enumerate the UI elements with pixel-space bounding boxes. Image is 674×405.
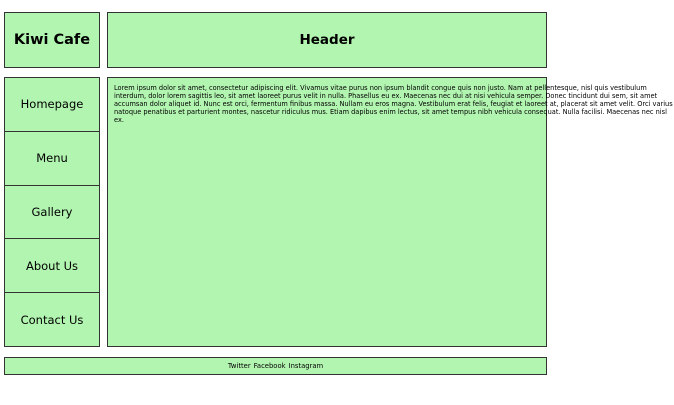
footer-link-twitter[interactable]: Twitter [227,362,251,370]
header-title: Header [299,32,355,48]
page-footer [4,357,547,375]
footer-link-facebook[interactable]: Facebook [253,362,286,370]
footer-social-links [228,362,323,370]
nav-item-gallery[interactable]: Gallery [5,186,99,240]
page-header [107,12,547,68]
site-logo-text: Kiwi Cafe [13,32,91,48]
nav-item-about-us[interactable]: About Us [5,239,99,293]
content-paragraph: Lorem ipsum dolor sit amet, consectetur adipiscing elit. Vivamus vitae purus non ipsum blandit congue quis non justo. Nam at pellentesque, nisl quis vestibulum interdum, dolor lorem sagittis leo, sit amet laoreet purus velit in nulla. Phasellus eu ex. Maecenas nec dui at nisi vehicula semper. Donec tincidunt dui sem, sit amet accumsan dolor aliquet id. Nunc est orci, fermentum finibus massa. Nullam eu eros magna. Vestibulum erat felis, feugiat et laoreet at, placerat sit amet velit. Orci varius natoque penatibus et parturient montes, nascetur ridiculus mus. Etiam dapibus enim lectus, sit amet tempus nibh vehicula consequat. Nulla facilisi. Maecenas nec nisl ex. [114,84,673,124]
footer-link-instagram[interactable]: Instagram [288,362,324,370]
main-content [107,77,673,347]
nav-item-homepage[interactable]: Homepage [5,78,99,132]
sidebar-nav [4,77,100,347]
nav-item-menu[interactable]: Menu [5,132,99,186]
nav-item-contact-us[interactable]: Contact Us [20,312,84,327]
logo-box [4,12,100,68]
